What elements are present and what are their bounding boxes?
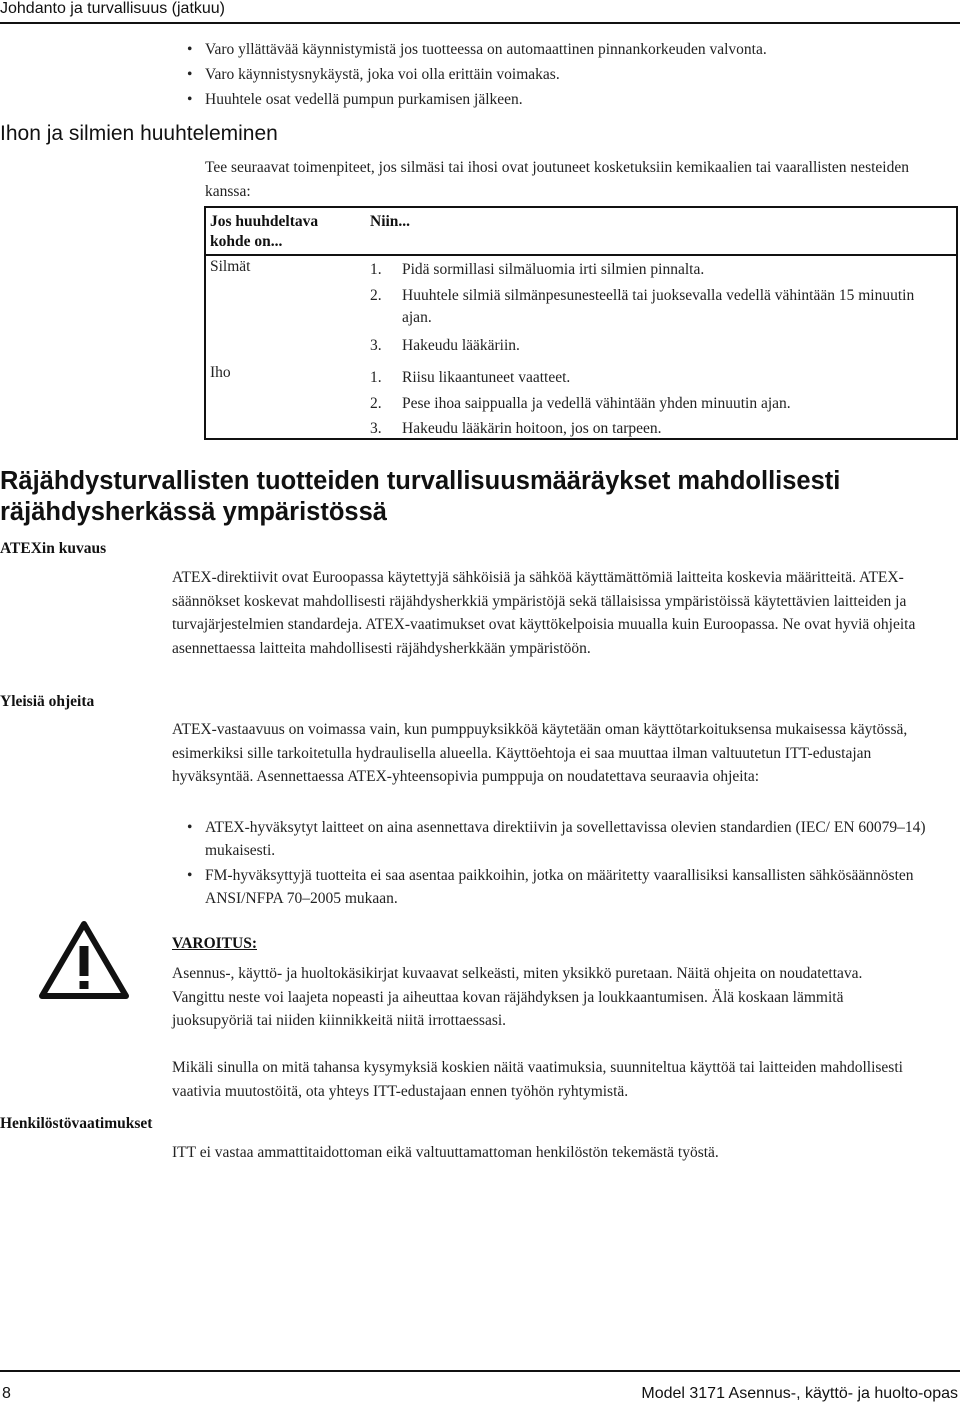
step-text: Riisu likaantuneet vaatteet. xyxy=(402,369,571,386)
table-row-step xyxy=(370,285,940,329)
step-text: Hakeudu lääkäriin. xyxy=(402,337,520,354)
table-row-step xyxy=(370,418,940,440)
step-text: Huuhtele silmiä silmänpesunesteellä tai juoksevalla vedellä vähintään 15 minuutin ajan. xyxy=(402,287,915,326)
step-text: Hakeudu lääkärin hoitoon, jos on tarpeen. xyxy=(402,420,662,437)
step-number: 1. xyxy=(370,369,382,386)
step-number: 3. xyxy=(370,337,382,354)
list-item: • Varo käynnistysnykäystä, joka voi olla erittäin voimakas. xyxy=(187,63,560,86)
sidebar-label-general: Yleisiä ohjeita xyxy=(0,693,95,710)
sidebar-label-personnel: Henkilöstövaatimukset xyxy=(0,1115,153,1132)
list-item: • FM-hyväksyttyjä tuotteita ei saa asentaa paikkoihin, jotka on määritetty vaarallisiksi kansallisten sähkösäännösten ANSI/NFPA 70–2005 mukaan. xyxy=(187,864,945,910)
table-row-label: Silmät xyxy=(210,258,251,275)
section-heading-atex: Räjähdysturvallisten tuotteiden turvallisuusmääräykset mahdollisesti räjähdysherkässä ympäristössä xyxy=(0,467,841,526)
atex-description: ATEX-direktiivit ovat Euroopassa käytettyjä sähköisiä ja sähköä käyttämättömiä laitteita koskevia määritteitä. ATEX-säännökset koskevat mahdollisesti räjähdysherkkiä ympäristöjä sekä tällaisissa ympäristöissä käytettävien laitteiden ja turvajärjestelmien standardeja. ATEX-vaatimukset ovat käyttökelpoisia muualla kuin Euroopassa. Ne ovat hyviä ohjeita asennettaessa laitteita mahdollisesti räjähdysherkkään ympäristöön. xyxy=(172,569,916,657)
step-number: 1. xyxy=(370,261,382,278)
footer-rule xyxy=(0,1370,960,1372)
table-row-label: Iho xyxy=(210,364,231,381)
warning-text: Asennus-, käyttö- ja huoltokäsikirjat kuvaavat selkeästi, miten yksikkö puretaan. Näitä ohjeita on noudatettava. Vangittu neste voi laajeta nopeasti ja aiheuttaa kovan räjähdyksen ja loukkaantumisen. Älä koskaan lämmitä juoksupyöriä tai niiden kiinnikkeitä niitä irrottaessasi. xyxy=(172,965,863,1029)
list-item: • Huuhtele osat vedellä pumpun purkamisen jälkeen. xyxy=(187,88,523,111)
step-number: 3. xyxy=(370,420,382,437)
rinse-table xyxy=(204,206,958,440)
table-header-action: Niin... xyxy=(370,213,411,230)
warning-triangle-icon xyxy=(38,920,130,1000)
step-text: Pidä sormillasi silmäluomia irti silmien pinnalta. xyxy=(402,261,705,278)
rinse-intro: Tee seuraavat toimenpiteet, jos silmäsi tai ihosi ovat joutuneet kosketuksiin kemikaalien tai vaarallisten nesteiden kanssa: xyxy=(205,159,909,200)
section-heading-rinse: Ihon ja silmien huuhteleminen xyxy=(0,122,278,145)
general-instructions: ATEX-vastaavuus on voimassa vain, kun pumppuyksikköä käytetään oman käyttötarkoituksensa mukaisessa käytössä, esimerkiksi sille tarkoitetulla hydraulisella alueella. Käyttöehtoja ei saa muuttaa ilman valtuutetun ITT-edustajan hyväksyntää. Asennettaessa ATEX-yhteensopivia pumppuja on noudatettava seuraavia ohjeita: xyxy=(172,721,908,785)
running-header: Johdanto ja turvallisuus (jatkuu) xyxy=(0,0,226,17)
questions-paragraph: Mikäli sinulla on mitä tahansa kysymyksiä koskien näitä vaatimuksia, suunniteltua käyttöä tai laitteiden mahdollisesti vaativia muutostöitä, ota yhteys ITT-edustajaan ennen työhön ryhtymistä. xyxy=(172,1059,903,1100)
list-item: • ATEX-hyväksytyt laitteet on aina asennettava direktiivin ja sovellettavissa olevien standardien (IEC/ EN 60079–14) mukaisesti. xyxy=(187,816,945,862)
step-number: 2. xyxy=(370,287,382,304)
sidebar-label-atex: ATEXin kuvaus xyxy=(0,540,107,557)
table-row-step xyxy=(370,393,940,415)
step-number: 2. xyxy=(370,395,382,412)
table-header-divider xyxy=(206,254,956,256)
table-header-target: Jos huuhdeltava kohde on... xyxy=(210,213,319,250)
table-row-step xyxy=(370,335,940,357)
footer-title: Model 3171 Asennus-, käyttö- ja huolto-opas xyxy=(641,1385,958,1402)
step-text: Pese ihoa saippualla ja vedellä vähintään yhden minuutin ajan. xyxy=(402,395,791,412)
table-row-step xyxy=(370,259,940,281)
list-item: • Varo yllättävää käynnistymistä jos tuotteessa on automaattinen pinnankorkeuden valvonta. xyxy=(187,38,767,61)
header-rule xyxy=(0,22,960,24)
table-row-step xyxy=(370,367,940,389)
personnel-paragraph: ITT ei vastaa ammattitaidottoman eikä valtuuttamattoman henkilöstön tekemästä työstä. xyxy=(172,1144,719,1161)
warning-title: VAROITUS: xyxy=(172,935,257,952)
page-number: 8 xyxy=(2,1385,11,1402)
